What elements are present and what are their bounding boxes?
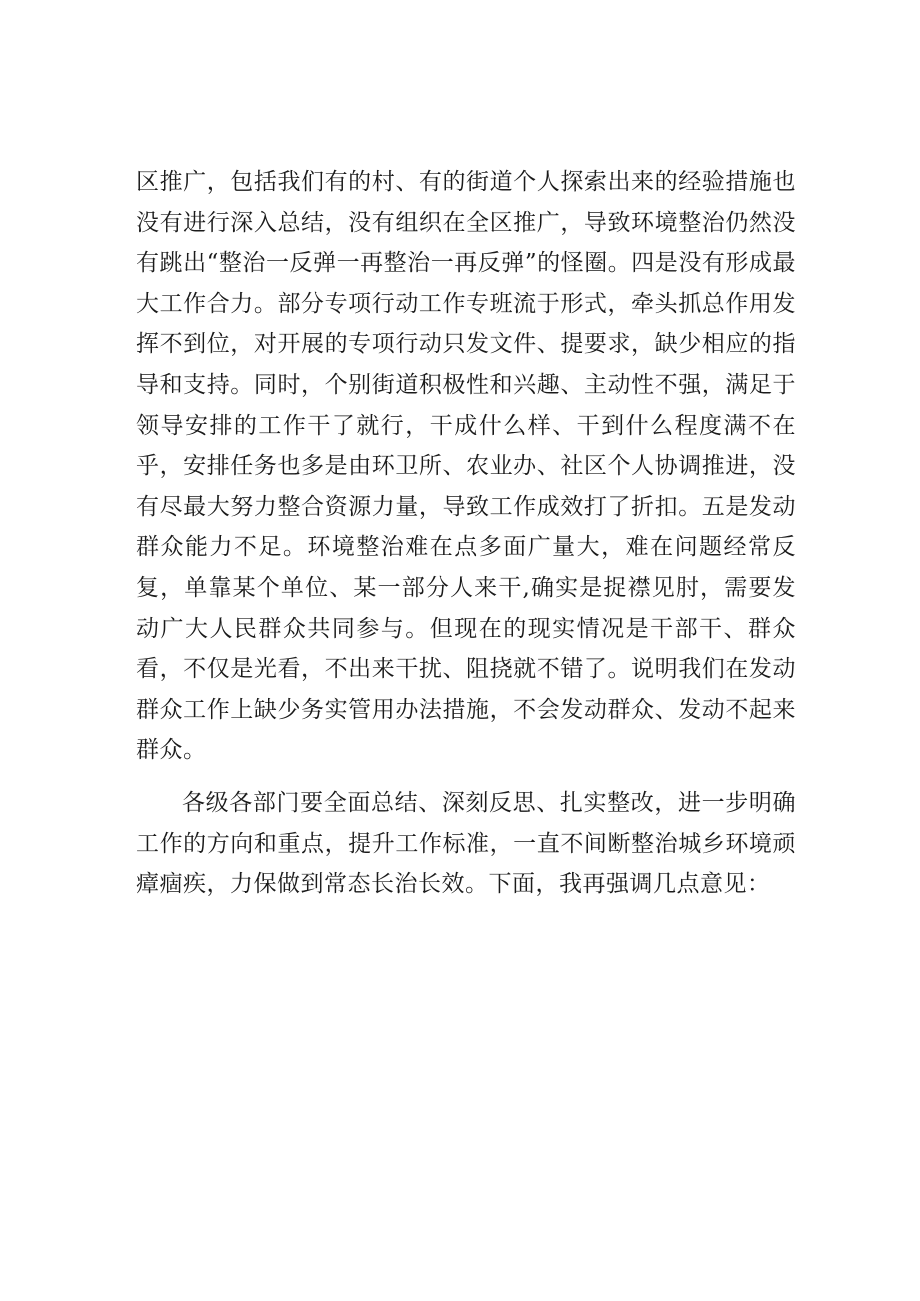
paragraph-continued: 区推广，包括我们有的村、有的街道个人探索出来的经验措施也没有进行深入总结，没有组织在全区推广，导致环境整治仍然没有跳出“整治一反弹一再整治一再反弹”的怪圈。四是没有形成最大工作合力。部分专项行动工作专班流于形式，牵头抓总作用发挥不到位，对开展的专项行动只发文件、提要求，缺少相应的指导和支持。同时，个别街道积极性和兴趣、主动性不强，满足于领导安排的工作干了就行，干成什么样、干到什么程度满不在乎，安排任务也多是由环卫所、农业办、社区个人协调推进，没有尽最大努力整合资源力量，导致工作成效打了折扣。五是发动群众能力不足。环境整治难在点多面广量大，难在问题经常反复，单靠某个单位、某一部分人来干,确实是捉襟见肘，需要发动广大人民群众共同参与。但现在的现实情况是干部干、群众看，不仅是光看，不出来干扰、阻挠就不错了。说明我们在发动群众工作上缺少务实管用办法措施，不会发动群众、发动不起来群众。 [136, 169, 796, 764]
paragraph-conclusion: 各级各部门要全面总结、深刻反思、扎实整改，进一步明确工作的方向和重点，提升工作标准，一直不间断整治城乡环境顽瘴痼疾，力保做到常态长治长效。下面，我再强调几点意见： [136, 789, 796, 898]
document-body [136, 162, 796, 905]
